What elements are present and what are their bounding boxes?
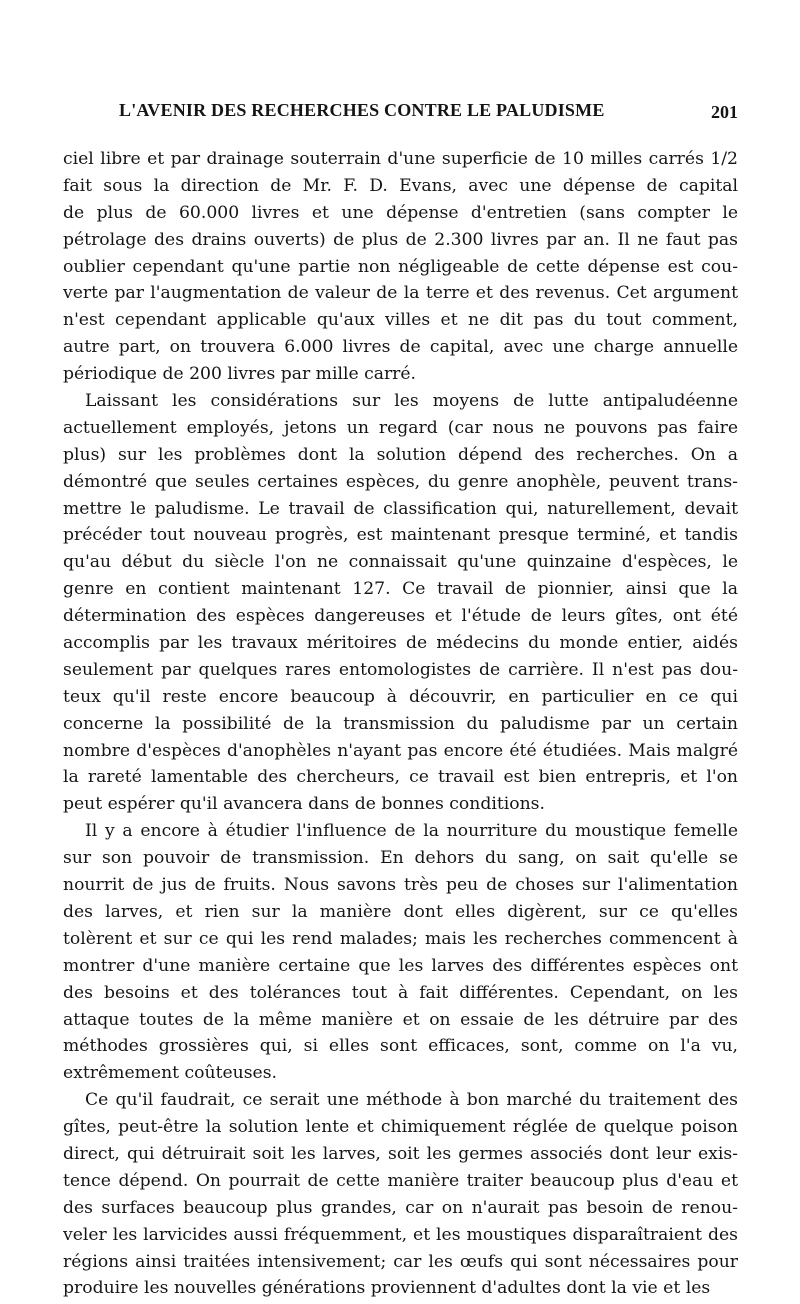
text-line: seulement par quelques rares entomologistes de carrière. Il n'est pas dou- (63, 659, 738, 680)
text-line: verte par l'augmentation de valeur de la terre et des revenus. Cet argument (63, 283, 738, 304)
text-line: produire les nouvelles générations proviennent d'adultes dont la vie et les (63, 1278, 711, 1299)
text-line: concerne la possibilité de la transmission du paludisme par un certain (63, 713, 738, 734)
paragraph (63, 388, 738, 818)
text-line: accomplis par les travaux méritoires de médecins du monde entier, aidés (63, 633, 738, 654)
text-line: extrêmement coûteuses. (63, 1063, 278, 1084)
text-line: mettre le paludisme. Le travail de classification qui, naturellement, devait (63, 498, 738, 519)
text-line: plus) sur les problèmes dont la solution dépend des recherches. On a (63, 444, 738, 465)
text-line: genre en contient maintenant 127. Ce travail de pionnier, ainsi que la (63, 579, 738, 600)
text-line: pétrolage des drains ouverts) de plus de 2.300 livres par an. Il ne faut pas (63, 229, 738, 250)
text-line: peut espérer qu'il avancera dans de bonnes conditions. (63, 794, 545, 815)
running-title: L'AVENIR DES RECHERCHES CONTRE LE PALUDISME (119, 100, 605, 120)
text-line: des larves, et rien sur la manière dont elles digèrent, sur ce qu'elles (63, 901, 738, 922)
text-line: Ce qu'il faudrait, ce serait une méthode à bon marché du traitement des (85, 1090, 738, 1111)
text-line: la rareté lamentable des chercheurs, ce travail est bien entrepris, et l'on (63, 767, 738, 788)
text-line: Laissant les considérations sur les moyens de lutte antipaludéenne (85, 391, 738, 412)
text-line: précéder tout nouveau progrès, est maintenant presque terminé, et tandis (63, 525, 738, 546)
text-line: nombre d'espèces d'anophèles n'ayant pas encore été étudiées. Mais malgré (63, 740, 738, 761)
text-line: qu'au début du siècle l'on ne connaissait qu'une quinzaine d'espèces, le (63, 552, 738, 573)
text-line: fait sous la direction de Mr. F. D. Evans, avec une dépense de capital (63, 175, 738, 196)
text-line: teux qu'il reste encore beaucoup à découvrir, en particulier en ce qui (63, 686, 738, 707)
text-line: montrer d'une manière certaine que les larves des différentes espèces ont (63, 955, 738, 976)
text-line: de plus de 60.000 livres et une dépense d'entretien (sans compter le (63, 202, 738, 223)
text-line: oublier cependant qu'une partie non négligeable de cette dépense est cou- (63, 256, 738, 277)
text-line: direct, qui détruirait soit les larves, soit les germes associés dont leur exis- (63, 1143, 738, 1164)
text-line: des besoins et des tolérances tout à fait différentes. Cependant, on les (63, 982, 738, 1003)
text-line: périodique de 200 livres par mille carré. (63, 364, 417, 385)
text-line: veler les larvicides aussi fréquemment, et les moustiques disparaîtraient des (63, 1224, 738, 1245)
body-text (63, 146, 738, 1302)
text-line: nourrit de jus de fruits. Nous savons très peu de choses sur l'alimentation (63, 875, 738, 896)
text-line: sur son pouvoir de transmission. En dehors du sang, on sait qu'elle se (63, 848, 738, 869)
text-line: actuellement employés, jetons un regard (car nous ne pouvons pas faire (63, 417, 738, 438)
text-line: des surfaces beaucoup plus grandes, car on n'aurait pas besoin de renou- (63, 1197, 738, 1218)
text-line: ciel libre et par drainage souterrain d'une superficie de 10 milles carrés 1/2 (63, 149, 738, 169)
text-line: tolèrent et sur ce qui les rend malades; mais les recherches commencent à (63, 928, 738, 949)
page-number: 201 (711, 102, 738, 122)
text-line: n'est cependant applicable qu'aux villes et ne dit pas du tout comment, (63, 310, 738, 331)
paragraph (63, 818, 738, 1087)
paragraph (63, 1087, 738, 1302)
text-line: Il y a encore à étudier l'influence de la nourriture du moustique femelle (85, 821, 738, 842)
text-line: autre part, on trouvera 6.000 livres de capital, avec une charge annuelle (63, 337, 738, 358)
text-line: attaque toutes de la même manière et on essaie de les détruire par des (63, 1009, 738, 1030)
running-header (63, 98, 738, 128)
text-line: détermination des espèces dangereuses et l'étude de leurs gîtes, ont été (63, 606, 738, 627)
text-line: méthodes grossières qui, si elles sont efficaces, sont, comme on l'a vu, (63, 1036, 738, 1057)
text-line: régions ainsi traitées intensivement; car les œufs qui sont nécessaires pour (63, 1251, 738, 1272)
text-line: gîtes, peut-être la solution lente et chimiquement réglée de quelque poison (63, 1117, 738, 1138)
paragraph (63, 146, 738, 388)
text-line: tence dépend. On pourrait de cette manière traiter beaucoup plus d'eau et (63, 1170, 738, 1191)
text-line: démontré que seules certaines espèces, du genre anophèle, peuvent trans- (63, 471, 738, 492)
